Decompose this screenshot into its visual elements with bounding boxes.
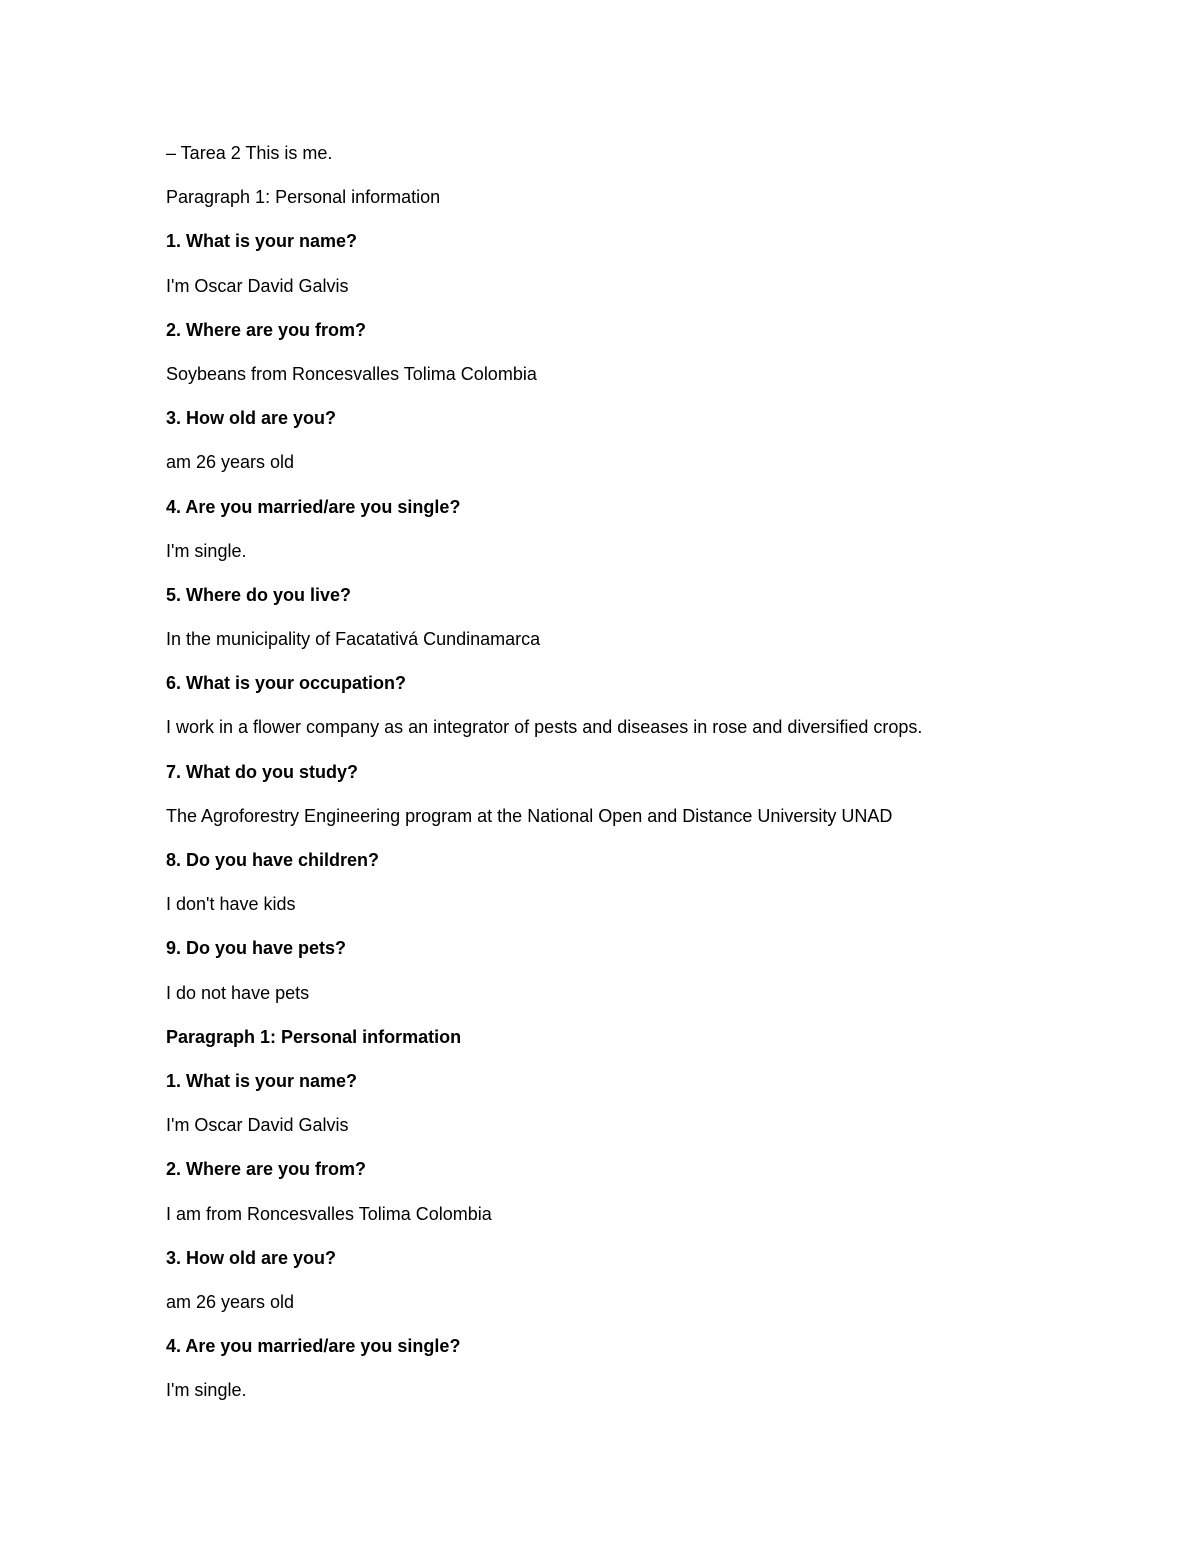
question: 3. How old are you? [166, 408, 337, 429]
document-title: – Tarea 2 This is me. [166, 143, 333, 163]
section-heading: Paragraph 1: Personal information [166, 187, 441, 208]
question: 1. What is your name? [166, 231, 358, 252]
question: 4. Are you married/are you single? [166, 496, 461, 517]
question: 6. What is your occupation? [166, 673, 407, 694]
answer: I'm single. [166, 1380, 247, 1401]
answer: I'm Oscar David Galvis [166, 1115, 349, 1136]
question: 8. Do you have children? [166, 850, 380, 870]
question: 9. Do you have pets? [166, 938, 347, 959]
answer: The Agroforestry Engineering program at the National Open and Distance University UNAD [166, 805, 893, 826]
answer: I am from Roncesvalles Tolima Colombia [166, 1203, 492, 1224]
answer: am 26 years old [166, 1291, 295, 1312]
question: 2. Where are you from? [166, 319, 367, 340]
answer: I do not have pets [166, 982, 310, 1003]
answer: In the municipality of Facatativá Cundinamarca [166, 629, 541, 650]
question: 2. Where are you from? [166, 1159, 367, 1180]
answer: I'm Oscar David Galvis [166, 275, 349, 296]
answer: I don't have kids [166, 894, 296, 915]
answer: I work in a flower company as an integrator of pests and diseases in rose and diversified crops. [166, 717, 923, 738]
question: 7. What do you study? [166, 761, 358, 782]
question: 4. Are you married/are you single? [166, 1336, 461, 1357]
question: 1. What is your name? [166, 1070, 358, 1091]
answer: am 26 years old [166, 452, 295, 473]
question: 5. Where do you live? [166, 584, 352, 605]
document-body [166, 140, 1046, 1421]
answer: Soybeans from Roncesvalles Tolima Colombia [166, 363, 537, 384]
answer: I'm single. [166, 540, 247, 561]
section-heading: Paragraph 1: Personal information [166, 1026, 462, 1047]
question: 3. How old are you? [166, 1247, 337, 1268]
